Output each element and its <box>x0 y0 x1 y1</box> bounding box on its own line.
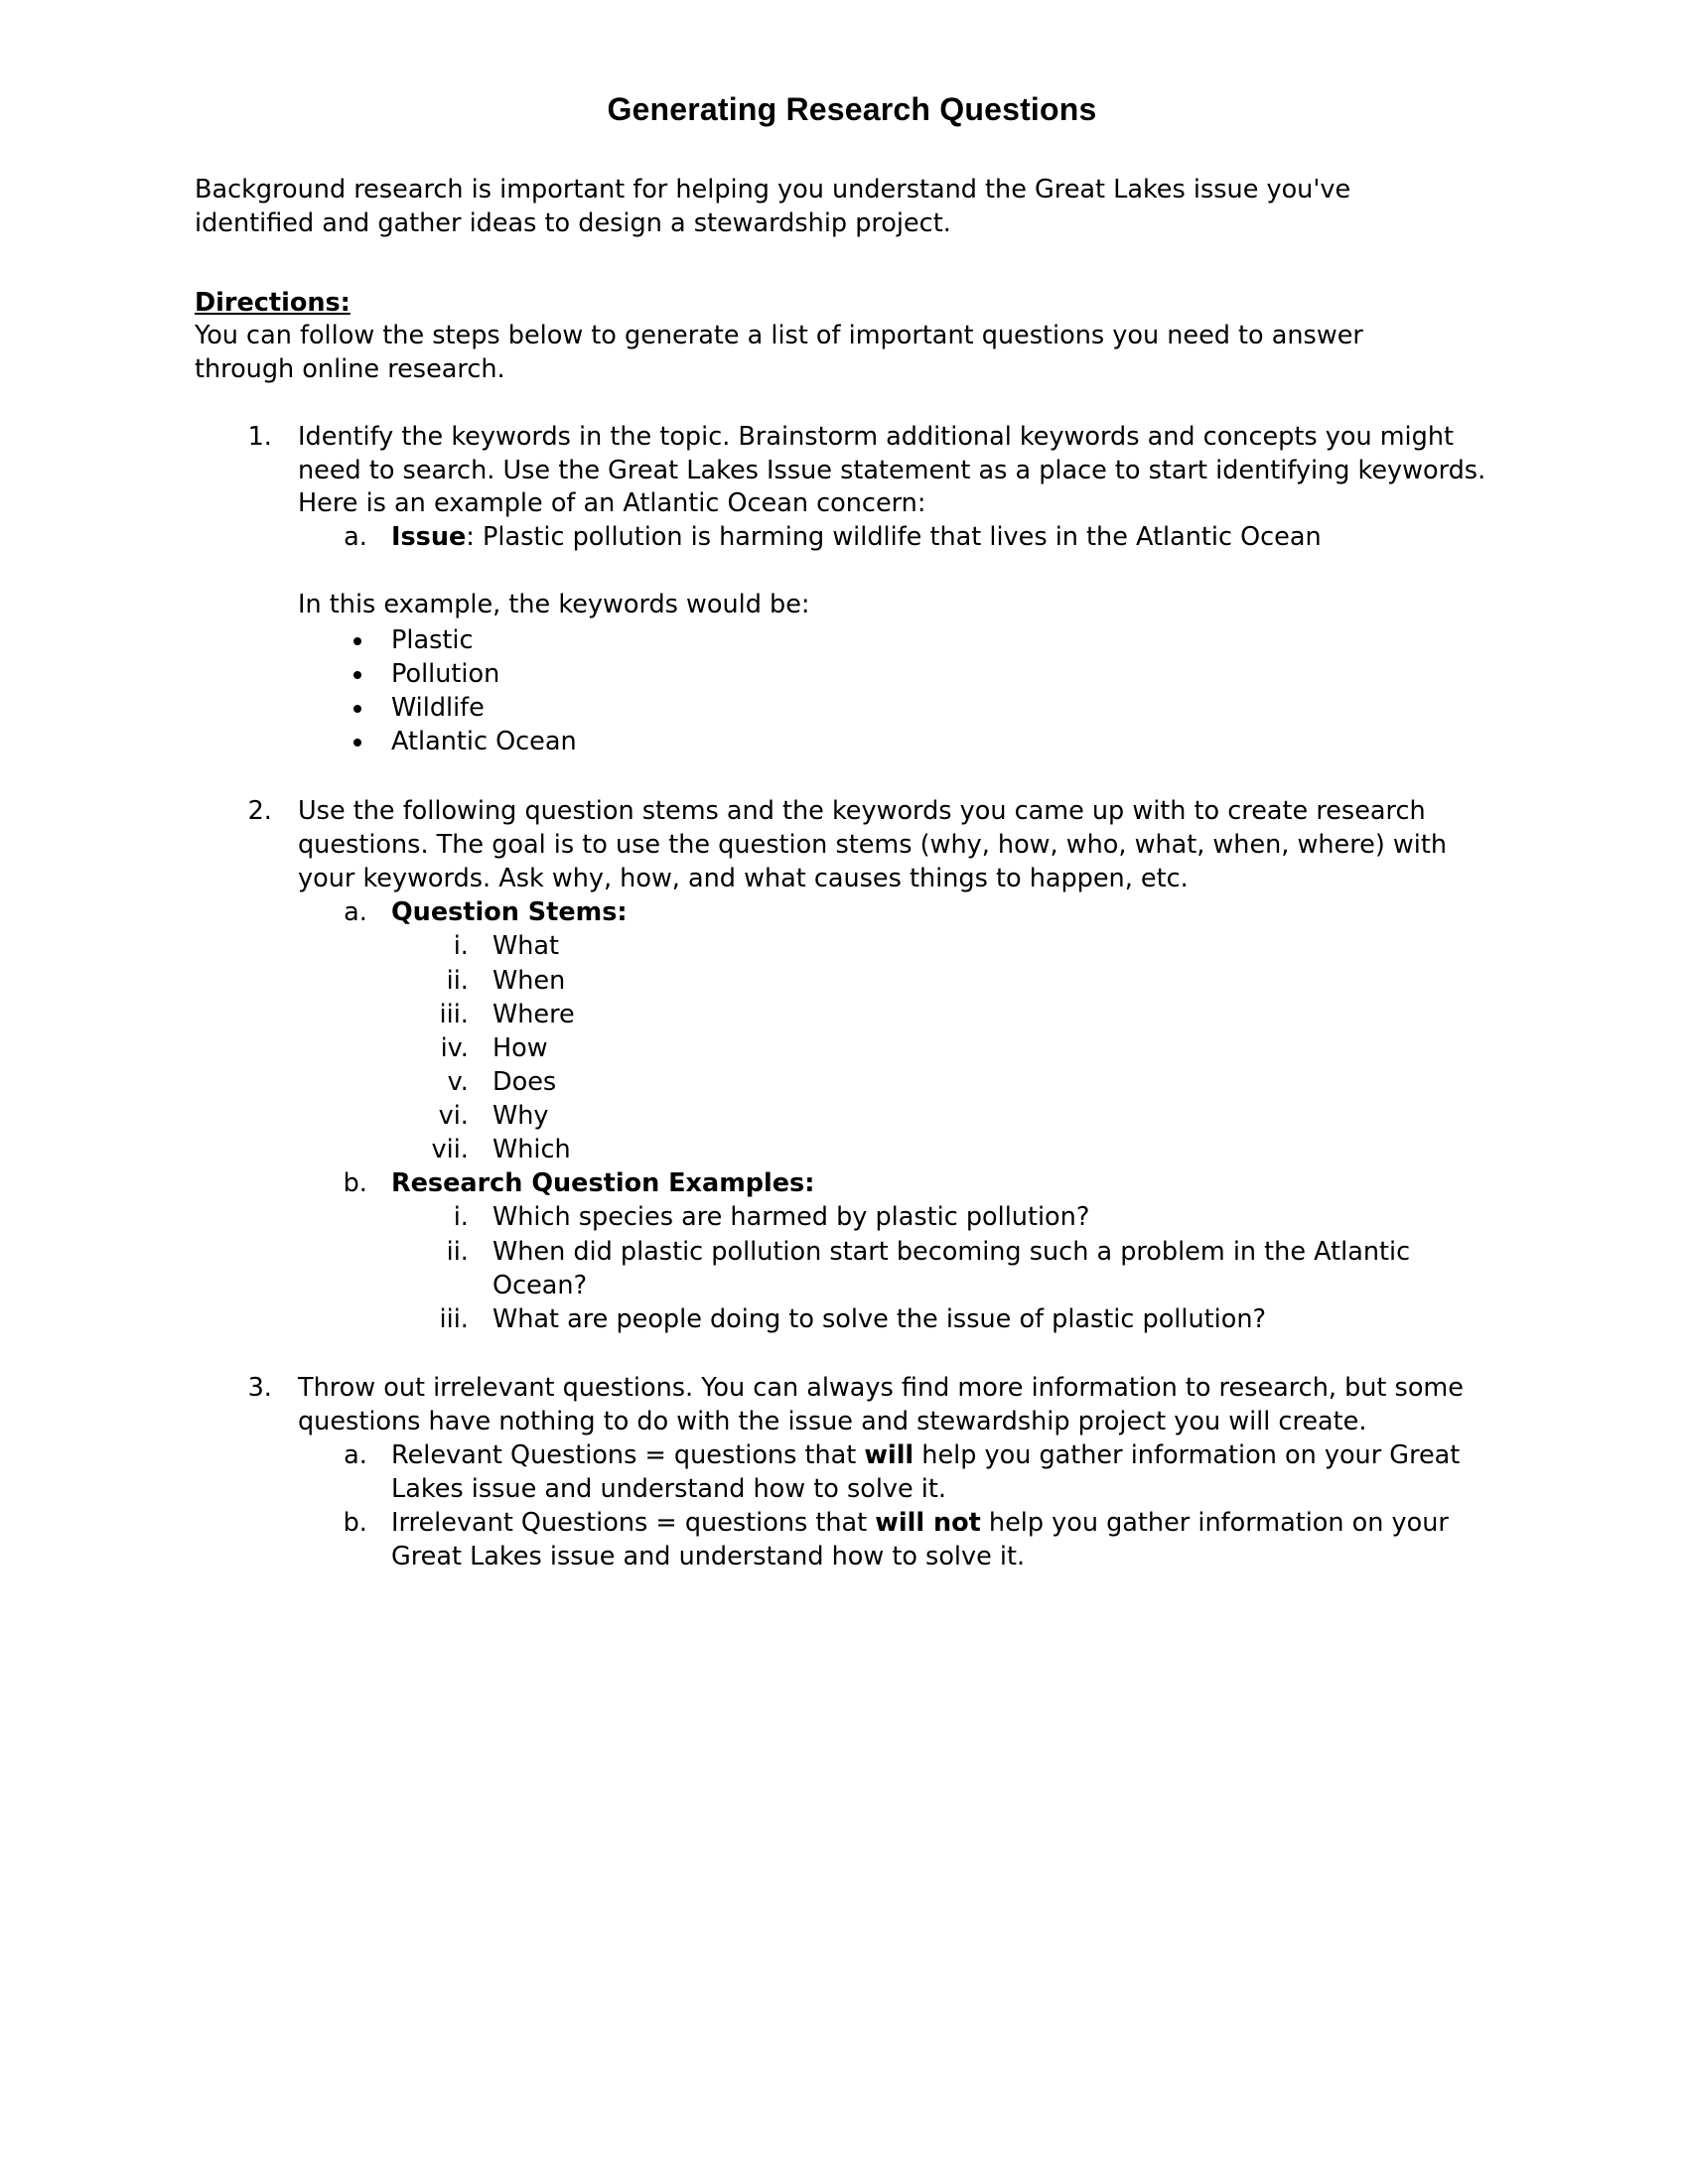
list-item: • Pollution <box>375 658 1489 692</box>
relevant-bold: will <box>864 1439 914 1470</box>
list-item: • Wildlife <box>375 692 1489 726</box>
step-1-text: Identify the keywords in the topic. Brainstorm additional keywords and concepts you might need to search. Use the Great Lakes Issue statement as a place to start identifying keywords. Here is an example of an Atlantic Ocean concern: <box>298 421 1486 519</box>
step-2-text: Use the following question stems and the keywords you came up with to create research questions. The goal is to use the question stems (why, how, who, what, when, where) with your keywords. Ask why, how, and what causes things to happen, etc. <box>298 795 1447 893</box>
list-item: iii. Where <box>477 998 1489 1031</box>
step-2 <box>280 795 1489 1336</box>
list-item: ii. When <box>477 964 1489 998</box>
example-note: In this example, the keywords would be: <box>298 590 810 620</box>
research-question-examples-list <box>391 1200 1489 1336</box>
relevant-pre: Relevant Questions = questions that <box>391 1439 865 1470</box>
list-item: vii. Which <box>477 1133 1489 1166</box>
step-1 <box>280 421 1489 759</box>
step-3-sublist <box>298 1439 1489 1574</box>
directions-heading: Directions: <box>195 288 351 319</box>
irrelevant-post: help you gather information on your Great Lakes issue and understand how to solve it. <box>391 1507 1449 1571</box>
research-question-examples-label: Research Question Examples: <box>391 1167 815 1198</box>
question-stems-label: Question Stems: <box>391 896 628 927</box>
intro-paragraph: Background research is important for helping you understand the Great Lakes issue you've identified and gather ideas to design a stewardship project. <box>195 175 1351 238</box>
irrelevant-pre: Irrelevant Questions = questions that <box>391 1507 876 1538</box>
irrelevant-bold: will not <box>875 1507 981 1538</box>
list-item: iv. How <box>477 1031 1489 1065</box>
question-stems-list <box>391 929 1489 1166</box>
list-item: iii. What are people doing to solve the issue of plastic pollution? <box>477 1302 1489 1336</box>
step-1-sublist <box>298 521 1489 555</box>
step-1-sub-a <box>375 521 1489 555</box>
list-item: • Plastic <box>375 624 1489 658</box>
issue-label: Issue <box>391 522 467 553</box>
page-title: Generating Research Questions <box>607 91 1097 127</box>
question-stems-item <box>375 896 1489 1167</box>
step-3 <box>280 1372 1489 1573</box>
list-item: vi. Why <box>477 1099 1489 1133</box>
list-item: • Atlantic Ocean <box>375 726 1489 759</box>
step-3-text: Throw out irrelevant questions. You can always find more information to research, but some questions have nothing to do with the issue and stewardship project you will create. <box>298 1373 1464 1436</box>
list-item: v. Does <box>477 1065 1489 1099</box>
step-2-sublist <box>298 896 1489 1337</box>
research-question-examples-item <box>375 1167 1489 1337</box>
steps-list <box>195 421 1539 1574</box>
relevant-questions-item <box>375 1439 1489 1507</box>
relevant-post: help you gather information on your Great Lakes issue and understand how to solve it. <box>391 1439 1461 1504</box>
directions-paragraph: You can follow the steps below to generate a list of important questions you need to answer through online research. <box>195 321 1363 384</box>
issue-text: : Plastic pollution is harming wildlife that lives in the Atlantic Ocean <box>466 522 1322 553</box>
keyword-list <box>298 624 1489 759</box>
list-item: i. What <box>477 929 1489 963</box>
irrelevant-questions-item <box>375 1507 1489 1574</box>
list-item: i. Which species are harmed by plastic pollution? <box>477 1200 1489 1234</box>
list-item: ii. When did plastic pollution start becoming such a problem in the Atlantic Ocean? <box>477 1235 1489 1302</box>
